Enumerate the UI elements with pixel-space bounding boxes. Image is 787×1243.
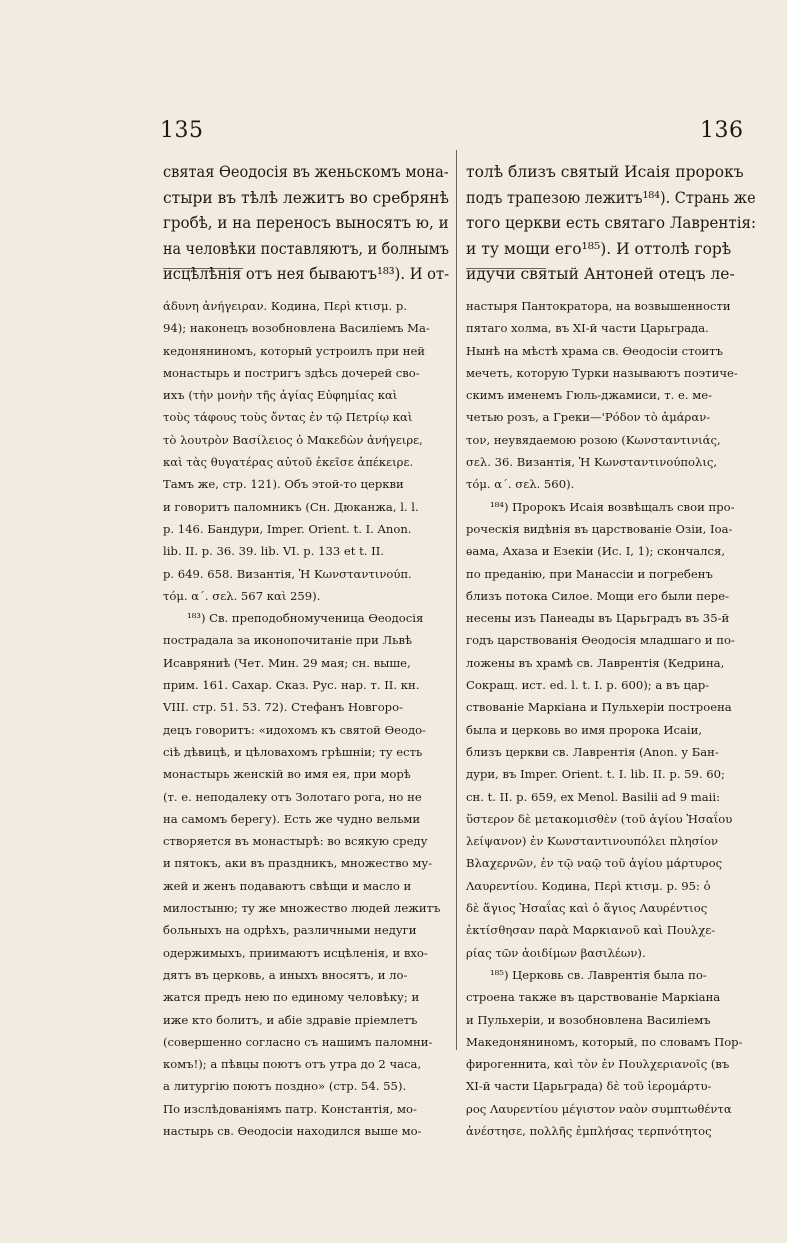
footnote-line: а литургію поютъ поздно» (стр. 54. 55). [163, 1079, 407, 1094]
footnote-line: и говоритъ паломникъ (Сн. Дюканжа, l. l. [163, 499, 419, 514]
footnote-line: ρος Λαυρεντίου μέγιστον ναὸν συμπτωθέντα [466, 1101, 732, 1116]
footnote-line: ρίας τῶν ἀοιδίμων βασιλέων). [466, 945, 646, 960]
footnote-line: ἀνέστησε, πολλῆς ἐμπλήσας τερπνότητος [466, 1123, 712, 1138]
footnote-line: на самомъ берегу). Есть же чудно вельми [163, 811, 421, 826]
footnote-line: децъ говоритъ: «идохомъ къ святой Ѳеодо- [163, 722, 426, 737]
main-text-line: идучи святый Антоней отецъ ле- [466, 265, 735, 283]
footnote-line: больныхъ на одрѣхъ, различными недуги [163, 923, 417, 938]
footnote-line: прим. 161. Сахар. Сказ. Рус. нар. т. II. кн. [163, 678, 420, 693]
main-text-line: и ту мощи его¹⁸⁵). И оттолѣ горѣ [466, 239, 732, 258]
footnote-line: жатся предъ нею по единому человѣку; и [163, 990, 420, 1005]
footnote-line: p. 649. 658. Византія, Ἡ Κωνσταντινούπ. [163, 566, 412, 581]
footnote-line: сн. t. II. p. 659, ex Menol. Basilii ad 9 maii: [466, 789, 720, 804]
right-main-text [466, 160, 756, 288]
footnote-line: ὕστερον δὲ μετακομισθὲν (τοῦ ἁγίου Ἠσαΐου [466, 811, 733, 826]
footnote-line: дури, въ Imper. Orient. t. I. lib. II. p. 59. 60; [466, 767, 725, 782]
left-main-text [163, 160, 449, 288]
main-text-line: исцѣлѣнія отъ нея бываютъ¹⁸³). И от- [163, 265, 450, 283]
footnote-line: ѳама, Ахаза и Езекіи (Ис. I, 1); скончался, [466, 544, 726, 559]
footnote-line: ¹⁸⁴) Пророкъ Исаія возвѣщалъ свои про- [490, 499, 735, 514]
footnote-line: ἐκτίσθησαν παρὰ Μαρκιανοῦ καὶ Πουλχε- [466, 923, 716, 938]
footnote-line: ¹⁸³) Св. преподобномученица Ѳеодосія [187, 611, 424, 626]
footnote-line: 94); наконецъ возобновлена Василіемъ Ма- [163, 321, 430, 336]
footnote-line: близъ церкви св. Лаврентія (Anon. у Бан- [466, 744, 719, 759]
footnote-line: монастырь и постригъ здѣсь дочерей сво- [163, 365, 420, 380]
footnote-line: τόμ. α΄. σελ. 567 καὶ 259). [163, 588, 321, 603]
footnote-line: καὶ τὰς θυγατέρας αὐτοῦ ἐκεῖσε ἀπέκειρε. [163, 455, 414, 470]
main-text-line: гробѣ, и на переносъ выносятъ ю, и [163, 214, 449, 232]
footnote-line: τον, неувядаемою розою (Κωνσταντινιάς, [466, 432, 721, 447]
footnote-line: δὲ ἅγιος Ἠσαΐας καὶ ὁ ἅγιος Λαυρέντιος [466, 901, 708, 916]
right-page-number: 136 [700, 118, 744, 143]
footnote-line: Βλαχερνῶν, ἐν τῷ ναῷ τοῦ ἁγίου μάρτυρος [466, 856, 723, 871]
footnote-line: ложены въ храмѣ св. Лаврентія (Кедрина, [466, 655, 725, 670]
footnote-line: милостыню; ту же множество людей лежитъ [163, 901, 441, 916]
left-footnotes [163, 295, 451, 1142]
footnote-line: (т. е. неподалеку отъ Золотаго рога, но не [163, 789, 422, 804]
footnote-line: роческія видѣнія въ царствованіе Озіи, Іоа- [466, 521, 733, 536]
footnote-line: σελ. 36. Византія, Ἡ Κωνσταντινούπολις, [466, 455, 718, 470]
footnote-line: несены изъ Панеады въ Царьградъ въ 35-й [466, 611, 730, 626]
footnote-line: иже кто болитъ, и абіе здравіе пріемлетъ [163, 1012, 418, 1027]
footnote-line: по преданію, при Манассіи и погребенъ [466, 566, 713, 581]
footnote-line: сіѣ дѣвицѣ, и цѣловахомъ грѣшніи; ту есть [163, 744, 423, 759]
footnote-line: комъ!); а пѣвцы поютъ отъ утра до 2 часа, [163, 1057, 422, 1072]
footnote-line: Тамъ же, стр. 121). Объ этой-то церкви [163, 477, 404, 492]
footnote-line: настырь св. Ѳеодосіи находился выше мо- [163, 1123, 422, 1138]
footnote-line: ствованіе Маркіана и Пульхеріи построена [466, 700, 732, 715]
footnote-line: четью розъ, а Греки—'Ρόδον τὸ ἀμάραν- [466, 410, 711, 425]
footnote-line: была и церковь во имя пророка Исаіи, [466, 722, 703, 737]
right-footnotes [466, 295, 756, 1142]
column-divider [456, 150, 457, 1050]
footnote-line: τόμ. α΄. σελ. 560). [466, 477, 575, 492]
footnote-line: створяется въ монастырѣ: во всякую среду [163, 834, 428, 849]
footnote-line: τοὺς τάφους τοὺς ὄντας ἐν τῷ Πετρίῳ καὶ [163, 410, 413, 425]
main-text-line: на человѣки поставляютъ, и болнымъ [163, 239, 449, 258]
footnote-line: настыря Пантократора, на возвышенности [466, 299, 731, 313]
main-text-line: подъ трапезою лежитъ¹⁸⁴). Странь же [466, 188, 756, 207]
footnote-line: монастырь женскій во имя ея, при морѣ [163, 767, 411, 782]
footnote-line: пострадала за иконопочитаніе при Львѣ [163, 633, 413, 648]
left-page-number: 135 [160, 118, 204, 143]
footnote-line: мечеть, которую Турки называютъ поэтиче- [466, 365, 738, 380]
footnote-line: и пятокъ, аки въ праздникъ, множество му- [163, 856, 433, 871]
footnote-line: άδυνη ἀνήγειραν. Кодина, Περὶ κτισμ. p. [163, 299, 408, 313]
footnote-line: τὸ λουτρὸν Βασίλειος ὁ Μακεδὼν ἀνήγειρε, [163, 432, 423, 447]
footnote-line: VIII. стр. 51. 53. 72). Стефанъ Новгоро- [163, 700, 403, 715]
footnote-line: кедоняниномъ, который устроилъ при ней [163, 343, 426, 358]
footnote-line: Исавряниѣ (Чет. Мин. 29 мая; сн. выше, [163, 655, 411, 670]
main-text-line: толѣ близъ святый Исаія пророкъ [466, 163, 744, 181]
main-text-line: стыри въ тѣлѣ лежитъ во сребрянѣ [163, 188, 449, 207]
footnote-line: Нынѣ на мѣстѣ храма св. Ѳеодосіи стоитъ [466, 343, 724, 358]
footnote-line: дятъ въ церковь, а иныхъ вносятъ, и ло- [163, 967, 408, 982]
footnote-line: (совершенно согласно съ нашимъ паломни- [163, 1034, 433, 1049]
footnote-line: близъ потока Силое. Мощи его были пере- [466, 588, 729, 603]
main-text-line: святая Ѳеодосія въ женьскомъ мона- [163, 163, 449, 181]
footnote-line: одержимыхъ, приимаютъ исцѣленія, и вхо- [163, 945, 428, 960]
footnote-line: и Пульхеріи, и возобновлена Василіемъ [466, 1012, 711, 1027]
footnote-line: λείψανον) ἐν Κωνσταντινουπόλει πλησίον [466, 834, 719, 849]
footnote-line: скимъ именемъ Гюль-джамиси, т. е. ме- [466, 388, 713, 403]
footnote-line: годъ царствованія Ѳеодосія младшаго и по- [466, 633, 735, 648]
footnote-line: Македоняниномъ, который, по словамъ Пор- [466, 1034, 743, 1049]
footnote-line: ихъ (τὴν μονὴν τῆς ἁγίας Εὐφημίας καὶ [163, 388, 398, 403]
footnote-line: фирогеннита, καὶ τὸν ἐν Πουλχεριανοῖς (въ [466, 1057, 730, 1072]
footnote-line: По изслѣдованіямъ патр. Константія, мо- [163, 1101, 417, 1116]
footnote-line: lib. II. p. 36. 39. lib. VI. p. 133 et t. II. [163, 544, 384, 559]
footnote-line: строена также въ царствованіе Маркіана [466, 990, 721, 1005]
footnote-line: XI-й части Царьграда) δὲ τοῦ ἱερομάρτυ- [466, 1079, 712, 1094]
footnote-line: p. 146. Бандури, Imper. Orient. t. I. Anon. [163, 521, 412, 536]
footnote-line: ¹⁸⁵) Церковь св. Лаврентія была по- [490, 967, 707, 982]
footnote-line: пятаго холма, въ XI-й части Царьграда. [466, 321, 709, 336]
footnote-line: жей и женъ подаваютъ свѣщи и масло и [163, 878, 412, 893]
main-text-line: того церкви есть святаго Лаврентія: [466, 214, 757, 232]
footnote-line: Λαυρεντίου. Кодина, Περὶ κτισμ. p. 95: ὁ [466, 878, 711, 893]
footnote-line: Сокращ. ист. ed. l. t. I. p. 600); а въ цар- [466, 678, 710, 693]
